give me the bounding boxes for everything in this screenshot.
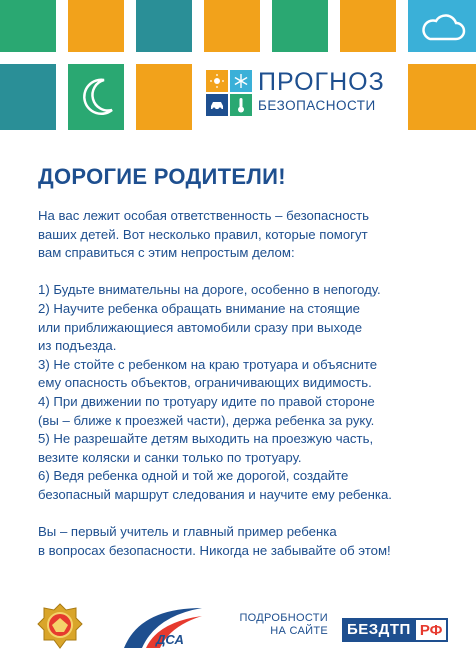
intro-line: вам справиться с этим непростым делом: bbox=[38, 245, 295, 261]
tile-orange-5 bbox=[408, 64, 476, 130]
rule-line: 2) Научите ребенка обращать внимание на стоящие bbox=[38, 300, 360, 316]
rule-line: 4) При движении по тротуару идите по правой стороне bbox=[38, 393, 375, 409]
tile-orange-3 bbox=[340, 0, 396, 52]
intro-line: На вас лежит особая ответственность – безопасность bbox=[38, 208, 370, 223]
car-icon bbox=[206, 94, 228, 116]
rule-line: или приближающиеся автомобили сразу при выходе bbox=[38, 319, 363, 335]
tile-teal-2 bbox=[0, 64, 56, 130]
logo-icon-grid bbox=[206, 70, 252, 116]
moon-icon bbox=[78, 76, 116, 118]
more-info-line: НА САЙТЕ bbox=[270, 625, 328, 637]
page-heading: ДОРОГИЕ РОДИТЕЛИ! bbox=[38, 164, 286, 189]
rule-line: (вы – ближе к проезжей части), держа ребенка за руку. bbox=[38, 412, 375, 428]
rule-line: ему опасность объектов, ограничивающих видимость. bbox=[38, 375, 372, 391]
rule-line: 6) Ведя ребенка одной и той же дорогой, создайте bbox=[38, 468, 349, 484]
tile-orange-1 bbox=[68, 0, 124, 52]
tile-orange-2 bbox=[204, 0, 260, 52]
logo-title: ПРОГНОЗ bbox=[258, 68, 385, 96]
forecast-logo bbox=[206, 70, 406, 130]
rule-line: везите коляски и санки только по тротуару. bbox=[38, 449, 302, 465]
body-text bbox=[38, 207, 458, 560]
rule-line: 5) Не разрешайте детям выходить на проезжую часть, bbox=[38, 431, 374, 447]
dsa-logo bbox=[120, 604, 204, 650]
outro-line: в вопросах безопасности. Никогда не забывайте об этом! bbox=[38, 542, 391, 558]
rule-line: 3) Не стойте с ребенком на краю тротуара и объясните bbox=[38, 356, 378, 372]
logo-subtitle: БЕЗОПАСНОСТИ bbox=[258, 98, 376, 113]
site-link[interactable] bbox=[342, 618, 448, 642]
more-info-line: ПОДРОБНОСТИ bbox=[239, 612, 328, 624]
snowflake-icon bbox=[230, 70, 252, 92]
tile-green-1 bbox=[0, 0, 56, 52]
thermometer-icon bbox=[230, 94, 252, 116]
more-info-label bbox=[232, 612, 328, 638]
tile-green-2 bbox=[272, 0, 328, 52]
sun-icon bbox=[206, 70, 228, 92]
tile-orange-4 bbox=[136, 64, 192, 130]
intro-line: ваших детей. Вот несколько правил, которые помогут bbox=[38, 226, 368, 242]
tile-teal-1 bbox=[136, 0, 192, 52]
rule-line: безопасный маршрут следования и научите ему ребенка. bbox=[38, 486, 392, 502]
footer bbox=[0, 592, 476, 660]
traffic-police-emblem-icon bbox=[36, 602, 84, 652]
dsa-text: ДСА bbox=[156, 632, 184, 647]
site-link-part2: РФ bbox=[416, 618, 449, 642]
rule-line: из подъезда. bbox=[38, 338, 117, 354]
rule-line: 1) Будьте внимательны на дороге, особенно в непогоду. bbox=[38, 282, 381, 298]
site-link-part1: БЕЗДТП bbox=[342, 618, 416, 642]
outro-line: Вы – первый учитель и главный пример ребенка bbox=[38, 524, 337, 540]
cloud-icon bbox=[418, 12, 468, 44]
